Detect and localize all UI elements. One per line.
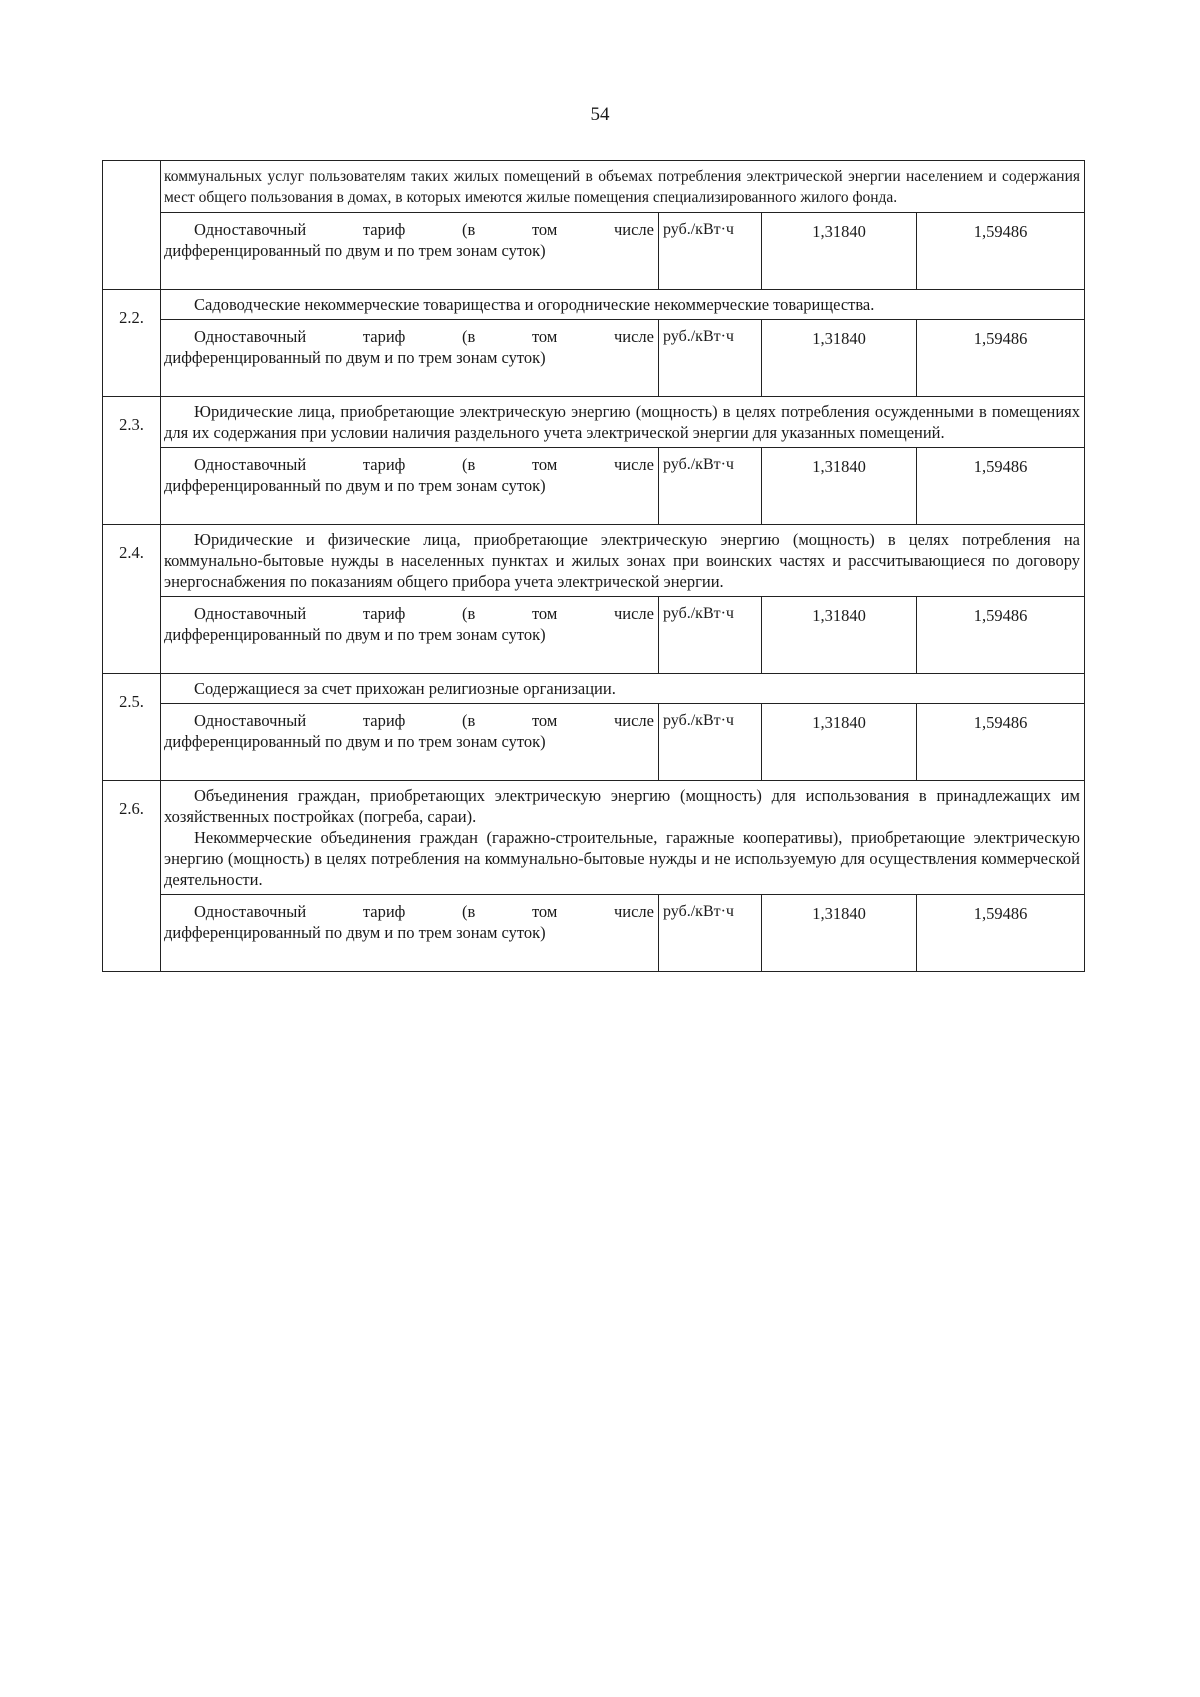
tariff-name-word: (в (462, 604, 476, 623)
tariff-name-word: Одноставочный (194, 327, 307, 346)
tariff-name-line2: дифференцированный по двум и по трем зонам суток) (164, 241, 546, 260)
section-paragraph: Садоводческие некоммерческие товарищества и огороднические некоммерческие товарищества. (194, 295, 875, 314)
tariff-unit: руб./кВт·ч (659, 895, 762, 972)
tariff-name-line2: дифференцированный по двум и по трем зонам суток) (164, 923, 546, 942)
tariff-value-1: 1,31840 (762, 704, 917, 781)
tariff-name-word: Одноставочный (194, 604, 307, 623)
tariff-value-2: 1,59486 (917, 213, 1085, 290)
tariff-table-body (103, 161, 1085, 972)
section-paragraph: Содержащиеся за счет прихожан религиозные организации. (194, 679, 616, 698)
tariff-name-word: том (531, 220, 558, 239)
intro-text: коммунальных услуг пользователям таких жилых помещений в объемах потребления электрической энергии населением и содержания мест общего пользования в домах, в которых имеются жилые помещения специализированного жилого фонда. (164, 168, 1080, 206)
tariff-value-1: 1,31840 (762, 320, 917, 397)
tariff-unit: руб./кВт·ч (659, 320, 762, 397)
tariff-name-word: (в (462, 902, 476, 921)
section-paragraph: Юридические и физические лица, приобретающие электрическую энергию (мощность) в целях потребления на коммунально-бытовые нужды в населенных пунктах и жилых зонах при воинских частях и рассчитывающиеся по договору энергоснабжения по показаниям общего прибора учета электрической энергии. (164, 530, 1080, 591)
section-number: 2.3. (103, 397, 161, 525)
tariff-row (103, 895, 1085, 972)
tariff-name-word: тариф (362, 455, 406, 474)
section-row (103, 525, 1085, 597)
section-description (161, 290, 1085, 320)
tariff-name-word: числе (613, 604, 654, 623)
tariff-row (103, 597, 1085, 674)
section-description (161, 525, 1085, 597)
tariff-name-line2: дифференцированный по двум и по трем зонам суток) (164, 476, 546, 495)
tariff-name-word: (в (462, 711, 476, 730)
tariff-name-word: Одноставочный (194, 711, 307, 730)
section-paragraph: Юридические лица, приобретающие электрическую энергию (мощность) в целях потребления осужденными в помещениях для их содержания при условии наличия раздельного учета электрической энергии для указанных помещений. (164, 402, 1080, 442)
tariff-name-word: (в (462, 455, 476, 474)
tariff-name-word: Одноставочный (194, 455, 307, 474)
tariff-name-word: том (531, 604, 558, 623)
tariff-name-word: том (531, 327, 558, 346)
section-paragraph: Некоммерческие объединения граждан (гаражно-строительные, гаражные кооперативы), приобретающие электрическую энергию (мощность) в целях потребления на коммунально-бытовые нужды и не используемую для осуществления коммерческой деятельности. (164, 828, 1080, 889)
tariff-unit: руб./кВт·ч (659, 448, 762, 525)
section-row (103, 397, 1085, 448)
section-number: 2.2. (103, 290, 161, 397)
tariff-name-cell (161, 895, 659, 972)
tariff-value-2: 1,59486 (917, 597, 1085, 674)
tariff-name-line1 (164, 454, 654, 475)
section-paragraph: Объединения граждан, приобретающих электрическую энергию (мощность) для использования в принадлежащих им хозяйственных постройках (погреба, сараи). (164, 786, 1080, 826)
tariff-name-line1 (164, 326, 654, 347)
section-description (161, 397, 1085, 448)
tariff-name-word: числе (613, 455, 654, 474)
tariff-value-1: 1,31840 (762, 213, 917, 290)
tariff-name-word: (в (462, 220, 476, 239)
tariff-value-1: 1,31840 (762, 597, 917, 674)
tariff-name-cell (161, 320, 659, 397)
tariff-value-2: 1,59486 (917, 704, 1085, 781)
tariff-name-cell (161, 448, 659, 525)
tariff-name-line2: дифференцированный по двум и по трем зонам суток) (164, 732, 546, 751)
tariff-row (103, 448, 1085, 525)
tariff-unit: руб./кВт·ч (659, 213, 762, 290)
section-number: 2.5. (103, 674, 161, 781)
section-number: 2.6. (103, 781, 161, 972)
tariff-name-word: числе (613, 220, 654, 239)
tariff-name-line1 (164, 901, 654, 922)
tariff-value-1: 1,31840 (762, 895, 917, 972)
tariff-name-cell (161, 597, 659, 674)
tariff-name-word: числе (613, 327, 654, 346)
tariff-name-word: числе (613, 711, 654, 730)
tariff-name-word: числе (613, 902, 654, 921)
tariff-name-word: том (531, 902, 558, 921)
intro-num-cell (103, 161, 161, 290)
tariff-value-2: 1,59486 (917, 320, 1085, 397)
section-description (161, 781, 1085, 895)
tariff-name-line1 (164, 219, 654, 240)
tariff-name-word: тариф (362, 604, 406, 623)
tariff-name-word: Одноставочный (194, 902, 307, 921)
tariff-unit: руб./кВт·ч (659, 597, 762, 674)
section-row (103, 674, 1085, 704)
section-description (161, 674, 1085, 704)
tariff-row (103, 320, 1085, 397)
tariff-name-cell (161, 213, 659, 290)
tariff-name-word: (в (462, 327, 476, 346)
tariff-name-line2: дифференцированный по двум и по трем зонам суток) (164, 348, 546, 367)
tariff-name-line1 (164, 710, 654, 731)
tariff-name-word: тариф (362, 220, 406, 239)
tariff-row (103, 704, 1085, 781)
intro-row (103, 161, 1085, 213)
tariff-name-line2: дифференцированный по двум и по трем зонам суток) (164, 625, 546, 644)
tariff-row (103, 213, 1085, 290)
tariff-name-word: тариф (362, 711, 406, 730)
tariff-value-1: 1,31840 (762, 448, 917, 525)
tariff-value-2: 1,59486 (917, 448, 1085, 525)
tariff-unit: руб./кВт·ч (659, 704, 762, 781)
section-number: 2.4. (103, 525, 161, 674)
tariff-name-word: Одноставочный (194, 220, 307, 239)
tariff-name-word: тариф (362, 902, 406, 921)
tariff-name-word: тариф (362, 327, 406, 346)
tariff-name-word: том (531, 711, 558, 730)
section-row (103, 781, 1085, 895)
tariff-table (102, 160, 1085, 972)
tariff-name-word: том (531, 455, 558, 474)
section-row (103, 290, 1085, 320)
tariff-name-cell (161, 704, 659, 781)
tariff-value-2: 1,59486 (917, 895, 1085, 972)
intro-description (161, 161, 1085, 213)
tariff-name-line1 (164, 603, 654, 624)
page-number: 54 (590, 104, 610, 125)
